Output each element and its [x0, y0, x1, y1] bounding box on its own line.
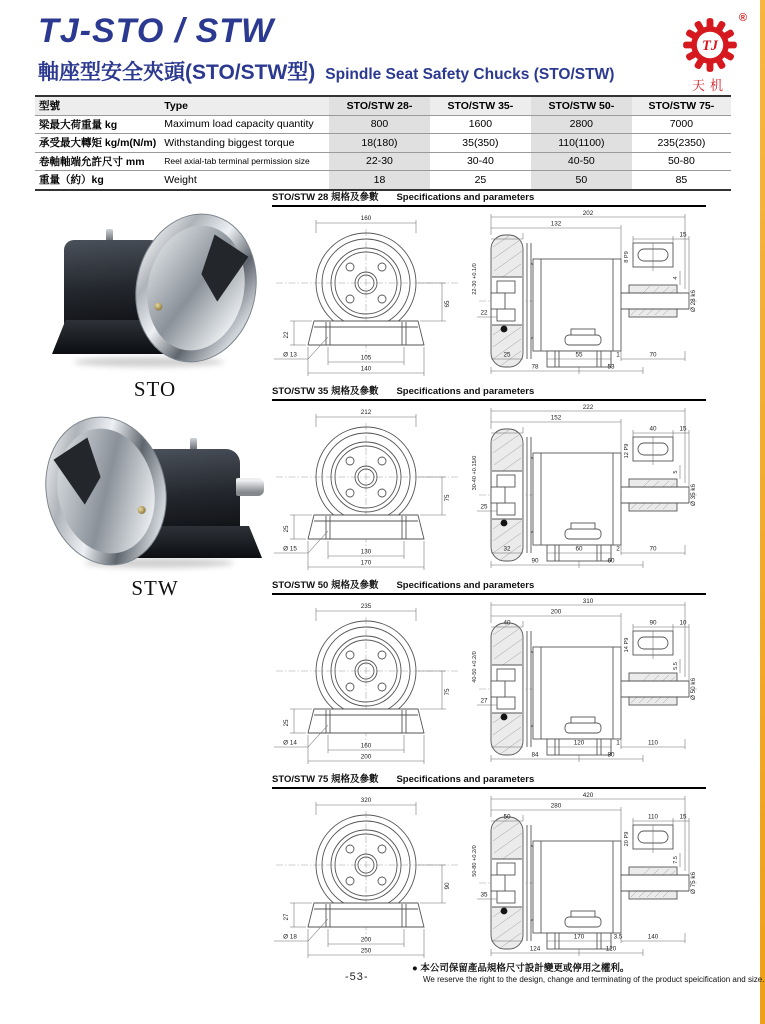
logo-name-chinese: 天机 — [691, 78, 728, 93]
dimension-label: 40 — [503, 619, 511, 627]
dimension-label: 7.5 — [673, 856, 679, 864]
cell-value: 18(180) — [329, 134, 430, 153]
cell-value: 85 — [675, 173, 688, 186]
dimension-label: 70 — [649, 545, 657, 553]
cell-value: 22-30 — [329, 152, 430, 171]
dimension-label: 70 — [649, 351, 657, 359]
table-row — [35, 171, 731, 190]
dimension-label: 120 — [605, 945, 617, 953]
cell-value: 40-50 — [531, 152, 632, 171]
dimension-label: 60 — [575, 545, 583, 553]
dimension-label: 202 — [582, 209, 594, 217]
dimension-label: 32 — [503, 545, 511, 553]
dimension-label: 120 — [573, 739, 585, 747]
dimension-label: 160 — [360, 742, 372, 750]
dimension-label: 40 — [649, 425, 657, 433]
spec-section — [268, 577, 760, 771]
dimension-label: 10 — [679, 619, 687, 627]
dimension-label: 130 — [360, 548, 372, 556]
gear-logo-icon — [681, 12, 747, 74]
table-row — [35, 152, 731, 171]
dimension-label: 110 — [647, 813, 659, 821]
row-label-cn: 承受最大轉矩 kg/m(N/m) — [35, 134, 160, 153]
drawings — [268, 597, 760, 765]
dimension-label: 22 — [283, 331, 290, 339]
dimension-label: Ø 28 k6 — [690, 289, 697, 313]
section-title-en: Specifications and parameters — [396, 580, 535, 591]
spec-table-header-row — [35, 96, 731, 115]
section-title-cn: STO/STW 35 規格及參數 — [272, 386, 379, 397]
chuck-side-geometry — [491, 817, 689, 949]
dimension-label: 140 — [647, 933, 659, 941]
section-title-en: Specifications and parameters — [396, 774, 535, 785]
dimension-label: 280 — [550, 802, 562, 810]
dimension-label: 170 — [360, 559, 372, 567]
dimension-label: 90 — [531, 557, 539, 565]
section-title-en: Specifications and parameters — [396, 192, 535, 203]
dimension-label: 152 — [550, 414, 562, 422]
dimension-label: 25 — [503, 351, 511, 359]
col-header-model-cn: 型號 — [35, 96, 160, 115]
page-subtitle — [38, 56, 614, 86]
spec-table — [35, 95, 731, 191]
cell-value: 18 — [329, 171, 430, 190]
side-view-drawing — [466, 403, 702, 571]
dimension-label: 35 — [480, 891, 488, 899]
bullet-icon: ● — [412, 963, 418, 974]
cell-value: 1600 — [430, 115, 531, 134]
dimension-label: 132 — [550, 220, 562, 228]
dimension-label: 27 — [480, 697, 488, 705]
table-row — [35, 115, 731, 134]
section-header — [272, 771, 706, 789]
page-title: TJ-STO / STW — [38, 12, 275, 50]
front-view-drawing — [268, 597, 466, 765]
dimension-label: 15 — [679, 231, 687, 239]
cell-value: 2800 — [531, 115, 632, 134]
cell-value: 35(350) — [430, 134, 531, 153]
cell-value: 800 — [329, 115, 430, 134]
drawings — [268, 209, 760, 377]
chuck-side-geometry — [491, 429, 689, 561]
spec-sections — [268, 189, 760, 965]
row-label-en: Maximum load capacity quantity — [160, 115, 329, 134]
side-view-drawing — [466, 597, 702, 765]
row-label-cn: 重量（約）kg — [39, 174, 104, 187]
dimension-label: 310 — [582, 597, 594, 605]
dimension-label: 14 P9 — [624, 637, 630, 653]
col-header-type: Type — [160, 96, 329, 115]
col-header-stw75: STO/STW 75- — [632, 96, 731, 115]
dimension-label: 75 — [444, 688, 451, 696]
footnote — [412, 960, 764, 984]
cell-value: 235(2350) — [632, 134, 731, 153]
chuck-side-geometry — [491, 235, 689, 367]
dimension-label: Ø 13 — [283, 351, 297, 359]
dimension-label: 12 P9 — [624, 443, 630, 459]
section-title-en: Specifications and parameters — [396, 386, 535, 397]
dimension-label: Ø 35 k6 — [690, 483, 697, 507]
dimension-label: 200 — [360, 753, 372, 761]
dimension-label: 8 P9 — [624, 251, 630, 263]
table-row — [35, 134, 731, 153]
page-number: -53- — [345, 971, 369, 983]
section-title-cn: STO/STW 50 規格及參數 — [272, 580, 379, 591]
front-view-drawing — [268, 791, 466, 959]
row-label-en: Reel axial-tab terminal permission size — [160, 152, 329, 171]
dimension-label: 25 — [283, 525, 290, 533]
dimension-label: Ø 50 k6 — [690, 677, 697, 701]
dimension-label: 53 — [607, 363, 615, 371]
cell-value: 50-80 — [632, 152, 731, 171]
subtitle-english: Spindle Seat Safety Chucks (STO/STW) — [325, 66, 615, 83]
dimension-label: 30-40 +0.15/0 — [472, 455, 478, 491]
dimension-label: 200 — [550, 608, 562, 616]
dimension-label: 212 — [360, 409, 372, 416]
front-view-drawing — [268, 209, 466, 377]
col-header-stw28: STO/STW 28- — [329, 96, 430, 115]
disc-inner — [136, 216, 256, 359]
dimension-label: 420 — [582, 791, 594, 799]
brand-logo — [668, 12, 752, 103]
row-label-en: Withstanding biggest torque — [160, 134, 329, 153]
dimension-label: 20 P9 — [624, 831, 630, 847]
dimension-label: 25 — [283, 719, 290, 727]
dimension-label: 235 — [360, 603, 372, 610]
section-title-cn: STO/STW 28 規格及參數 — [272, 192, 379, 203]
gear-icon — [681, 16, 739, 74]
col-header-stw50: STO/STW 50- — [531, 96, 632, 115]
dimension-label: Ø 14 — [283, 739, 297, 747]
dimension-label: 90 — [444, 882, 451, 890]
dimension-label: Ø 15 — [283, 545, 297, 553]
dimension-label: 124 — [529, 945, 541, 953]
dimension-label: 60 — [607, 557, 615, 565]
dimension-label: 2 — [616, 545, 620, 553]
cell-value: 7000 — [632, 115, 731, 134]
photo-caption-stw: STW — [131, 576, 179, 600]
product-photo-sto — [44, 213, 266, 375]
output-shaft — [236, 478, 264, 496]
dimension-label: 5.5 — [673, 662, 679, 670]
section-header — [272, 189, 706, 207]
dimension-label: 22-30 +0.1/0 — [472, 263, 478, 295]
dimension-label: 75 — [444, 494, 451, 502]
dimension-label: 84 — [531, 751, 539, 759]
dimension-label: 50 — [503, 813, 511, 821]
dimension-label: Ø 18 — [283, 933, 297, 941]
spec-section — [268, 383, 760, 577]
logo-monogram: TJ — [701, 38, 719, 55]
dimension-label: 15 — [679, 813, 687, 821]
product-photos — [44, 213, 266, 611]
dimension-label: 170 — [573, 933, 585, 941]
dimension-label: 50-80 +0.2/0 — [472, 845, 478, 877]
row-label-cn: 卷軸軸端允許尺寸 mm — [35, 152, 160, 171]
spec-section — [268, 189, 760, 383]
product-photo-stw — [44, 412, 266, 574]
dimension-label: 1 — [616, 739, 620, 747]
dimension-label: 40-50 +0.2/0 — [472, 651, 478, 683]
dimension-label: 80 — [607, 751, 615, 759]
drawings — [268, 791, 760, 959]
chuck-side-geometry — [491, 623, 689, 755]
dimension-label: 222 — [582, 403, 594, 411]
col-header-stw35: STO/STW 35- — [430, 96, 531, 115]
dimension-label: 27 — [283, 913, 290, 921]
dimension-label: 25 — [480, 503, 488, 511]
dimension-label: 320 — [360, 797, 372, 804]
disc-inner — [46, 419, 166, 562]
dimension-label: 78 — [531, 363, 539, 371]
cell-value: 25 — [474, 173, 487, 186]
dimension-label: 65 — [444, 300, 451, 308]
dimension-label: 3.5 — [613, 933, 623, 941]
cell-value: 30-40 — [430, 152, 531, 171]
dimension-label: 5 — [673, 470, 679, 474]
dimension-label: 160 — [360, 215, 372, 222]
section-title-cn: STO/STW 75 規格及參數 — [272, 774, 379, 785]
dimension-label: 140 — [360, 365, 372, 373]
dimension-label: 105 — [360, 354, 372, 362]
dimension-label: 90 — [649, 619, 657, 627]
spec-section — [268, 771, 760, 965]
cell-value: 50 — [531, 171, 632, 190]
drawings — [268, 403, 760, 571]
dimension-label: 200 — [360, 936, 372, 944]
dimension-label: 22 — [480, 309, 488, 317]
footnote-english: We reserve the right to the design, change and terminating of the product speicification and size. — [423, 975, 765, 984]
section-header — [272, 577, 706, 595]
section-header — [272, 383, 706, 401]
dimension-label: 15 — [679, 425, 687, 433]
subtitle-chinese: 軸座型安全夾頭(STO/STW型) — [38, 61, 316, 84]
row-label-en: Weight — [164, 173, 197, 186]
cell-value: 110(1100) — [531, 134, 632, 153]
front-view-drawing — [268, 403, 466, 571]
dimension-label: 55 — [575, 351, 583, 359]
dimension-label: Ø 75 k6 — [690, 871, 697, 895]
dimension-label: 1 — [616, 351, 620, 359]
dimension-label: 110 — [647, 739, 659, 747]
row-label-cn: 梁最大荷重量 kg — [35, 115, 160, 134]
dimension-label: 4 — [673, 276, 679, 280]
side-view-drawing — [466, 791, 702, 959]
page-edge-strip — [760, 0, 765, 1024]
dimension-label: 250 — [360, 947, 372, 955]
photo-caption-sto: STO — [133, 377, 177, 401]
footnote-chinese: ● 本公司保留產品規格尺寸設計變更或停用之權利。 — [412, 963, 630, 974]
registered-mark: ® — [738, 12, 747, 24]
side-view-drawing — [466, 209, 702, 377]
